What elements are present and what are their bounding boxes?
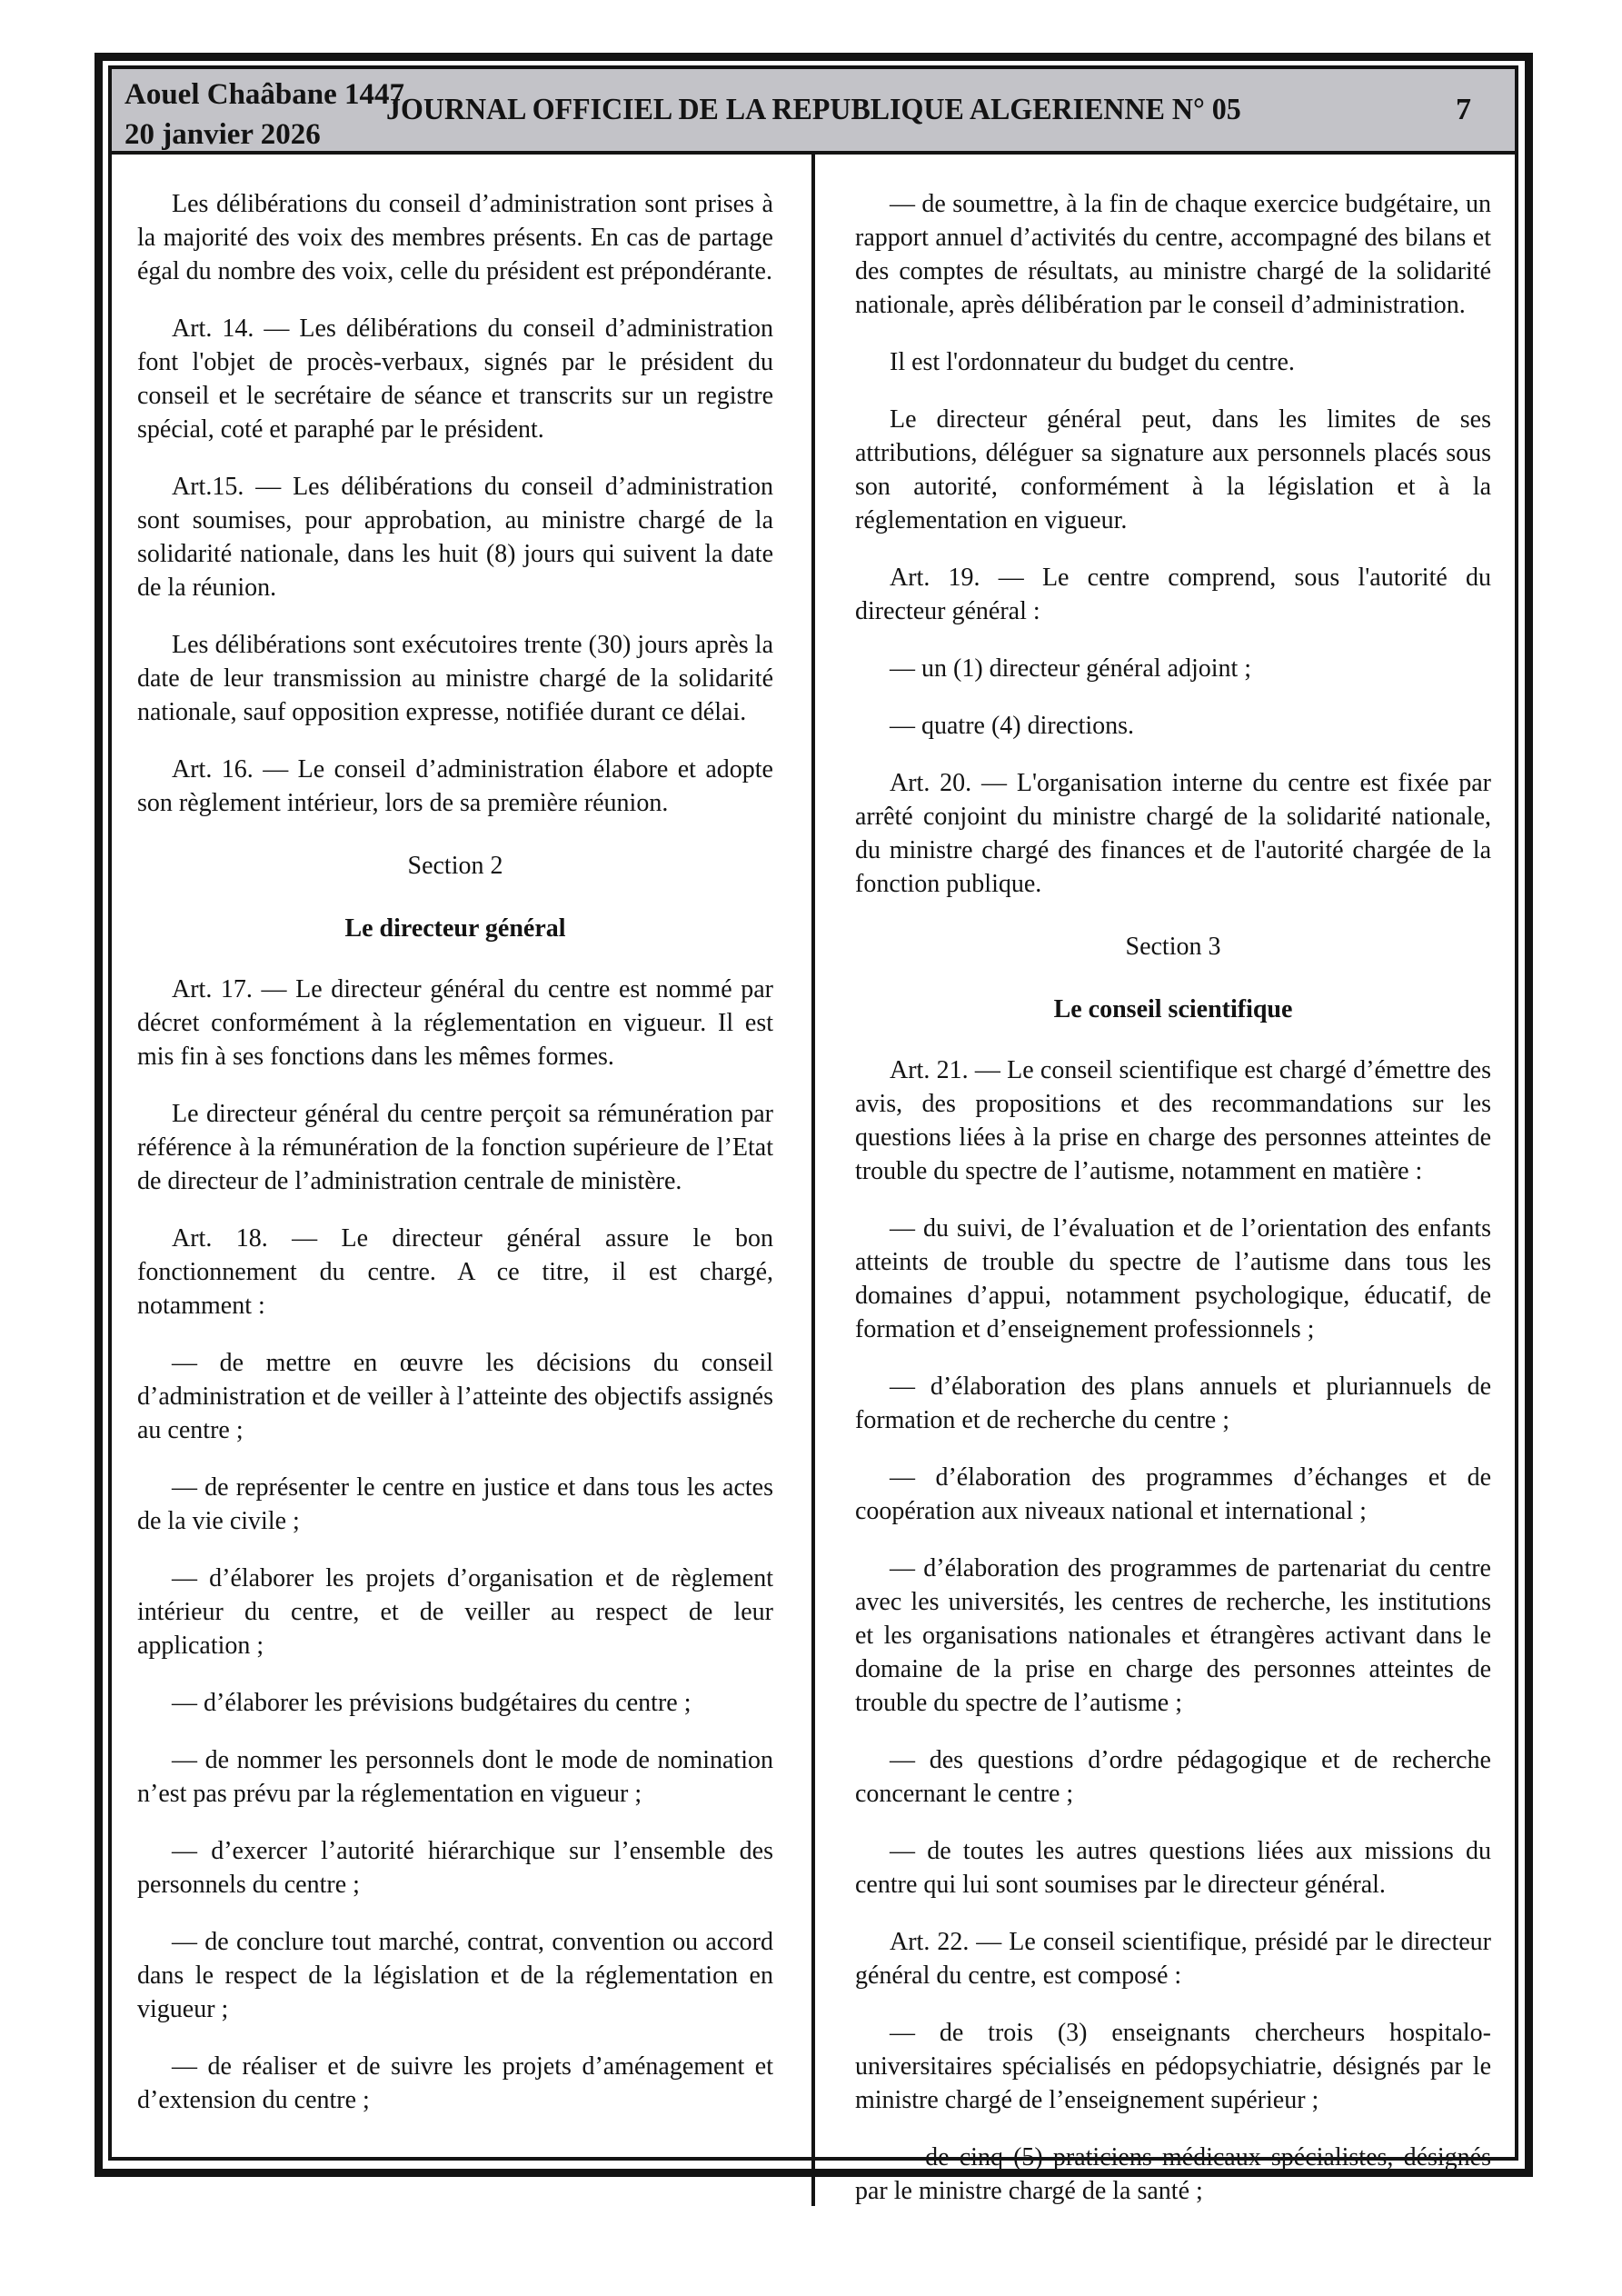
paragraph: — de mettre en œuvre les décisions du conseil d’administration et de veiller à l’atteinte des objectifs assignés au centre ;: [137, 1349, 773, 1444]
paragraph: — de toutes les autres questions liées aux missions du centre qui lui sont soumises par le directeur général.: [855, 1837, 1491, 1899]
paragraph: Art. 19. — Le centre comprend, sous l'autorité du directeur général :: [855, 564, 1491, 625]
paragraph: Le directeur général peut, dans les limites de ses attributions, déléguer sa signature aux personnels placés sous son autorité, conformément à la législation et à la réglementation en vigueur.: [855, 405, 1491, 534]
content-area: [112, 155, 1515, 2231]
paragraph: Les délibérations sont exécutoires trente (30) jours après la date de leur transmission au ministre chargé de la solidarité nationale, sauf opposition expresse, notifiée durant ce délai.: [137, 631, 773, 726]
paragraph: — d’élaboration des plans annuels et pluriannuels de formation et de recherche du centre ;: [855, 1373, 1491, 1434]
paragraph: — de conclure tout marché, contrat, convention ou accord dans le respect de la législation et de la réglementation en vigueur ;: [137, 1928, 773, 2023]
section-heading: Le conseil scientifique: [1053, 995, 1293, 1023]
paragraph: — un (1) directeur général adjoint ;: [890, 654, 1252, 683]
section-heading: Section 3: [1125, 933, 1221, 961]
page-number: 7: [1456, 93, 1471, 126]
journal-title: JOURNAL OFFICIEL DE LA REPUBLIQUE ALGERIENNE N° 05: [385, 93, 1241, 126]
paragraph: Art. 16. — Le conseil d’administration élabore et adopte son règlement intérieur, lors de sa première réunion.: [137, 755, 773, 817]
paragraph: Art. 18. — Le directeur général assure le bon fonctionnement du centre. A ce titre, il est chargé, notamment :: [137, 1224, 773, 1320]
paragraph: — du suivi, de l’évaluation et de l’orientation des enfants atteints de trouble du spectre de l’autisme dans tous les domaines d’appui, notamment psychologique, éducatif, de formation et d’enseignement professionnels ;: [855, 1214, 1491, 1343]
section-heading: Le directeur général: [344, 914, 566, 943]
paragraph: Art. 17. — Le directeur général du centre est nommé par décret conformément à la réglementation en vigueur. Il est mis fin à ses fonctions dans les mêmes formes.: [137, 975, 773, 1071]
paragraph: Le directeur général du centre perçoit sa rémunération par référence à la rémunération de la fonction supérieure de l’Etat de directeur de l’administration centrale de ministère.: [137, 1100, 773, 1195]
header-band: [112, 69, 1515, 155]
paragraph: — de cinq (5) praticiens médicaux spécialistes, désignés par le ministre chargé de la santé ;: [855, 2143, 1491, 2205]
paragraph: Les délibérations du conseil d’administration sont prises à la majorité des voix des membres présents. En cas de partage égal du nombre des voix, celle du président est prépondérante.: [137, 190, 773, 285]
header-dates: [124, 75, 404, 155]
hijri-date: Aouel Chaâbane 1447: [124, 78, 405, 111]
section-heading: Section 2: [407, 852, 503, 880]
paragraph: — de réaliser et de suivre les projets d’aménagement et d’extension du centre ;: [137, 2052, 773, 2114]
paragraph: — d’élaborer les prévisions budgétaires du centre ;: [172, 1689, 692, 1717]
column-divider: [811, 155, 815, 2206]
paragraph: Art. 22. — Le conseil scientifique, présidé par le directeur général du centre, est composé :: [855, 1928, 1491, 1990]
paragraph: — quatre (4) directions.: [890, 712, 1135, 740]
paragraph: — d’élaboration des programmes d’échanges et de coopération aux niveaux national et international ;: [855, 1463, 1491, 1525]
page-frame: [95, 53, 1533, 2205]
paragraph: — d’exercer l’autorité hiérarchique sur l’ensemble des personnels du centre ;: [137, 1837, 773, 1899]
paragraph: — de représenter le centre en justice et dans tous les actes de la vie civile ;: [137, 1473, 773, 1535]
right-column: [855, 187, 1491, 2231]
paragraph: — de trois (3) enseignants chercheurs hospitalo-universitaires spécialisés en pédopsychiatrie, désignés par le ministre chargé de l’enseignement supérieur ;: [855, 2019, 1491, 2114]
paragraph: Art. 14. — Les délibérations du conseil d’administration font l'objet de procès-verbaux, signés par le président du conseil et le secrétaire de séance et transcrits sur un registre spécial, coté et paraphé par le président.: [137, 314, 773, 444]
paragraph: — de nommer les personnels dont le mode de nomination n’est pas prévu par la réglementation en vigueur ;: [137, 1746, 773, 1808]
paragraph: Il est l'ordonnateur du budget du centre.: [890, 348, 1295, 376]
paragraph: Art. 20. — L'organisation interne du centre est fixée par arrêté conjoint du ministre chargé de la solidarité nationale, du ministre chargé des finances et de l'autorité chargée de la fonction publique.: [855, 769, 1491, 898]
paragraph: Art. 21. — Le conseil scientifique est chargé d’émettre des avis, des propositions et des recommandations sur les questions liées à la prise en charge des personnes atteintes de trouble du spectre de l’autisme, notamment en matière :: [855, 1056, 1491, 1185]
paragraph: — d’élaborer les projets d’organisation et de règlement intérieur du centre, et de veiller au respect de leur application ;: [137, 1564, 773, 1660]
paragraph: — de soumettre, à la fin de chaque exercice budgétaire, un rapport annuel d’activités du centre, accompagné des bilans et des comptes de résultats, au ministre chargé de la solidarité nationale, après délibération par le conseil d’administration.: [855, 190, 1491, 319]
gregorian-date: 20 janvier 2026: [124, 118, 321, 151]
left-column: [137, 187, 773, 2141]
paragraph: Art.15. — Les délibérations du conseil d’administration sont soumises, pour approbation, au ministre chargé de la solidarité nationale, dans les huit (8) jours qui suivent la date de la réunion.: [137, 473, 773, 602]
paragraph: — des questions d’ordre pédagogique et de recherche concernant le centre ;: [855, 1746, 1491, 1808]
paragraph: — d’élaboration des programmes de partenariat du centre avec les universités, les centres de recherche, les institutions et les organisations nationales et étrangères activant dans le domaine de la prise en charge des personnes atteintes de trouble du spectre de l’autisme ;: [855, 1554, 1491, 1717]
content-frame: [108, 65, 1518, 2205]
